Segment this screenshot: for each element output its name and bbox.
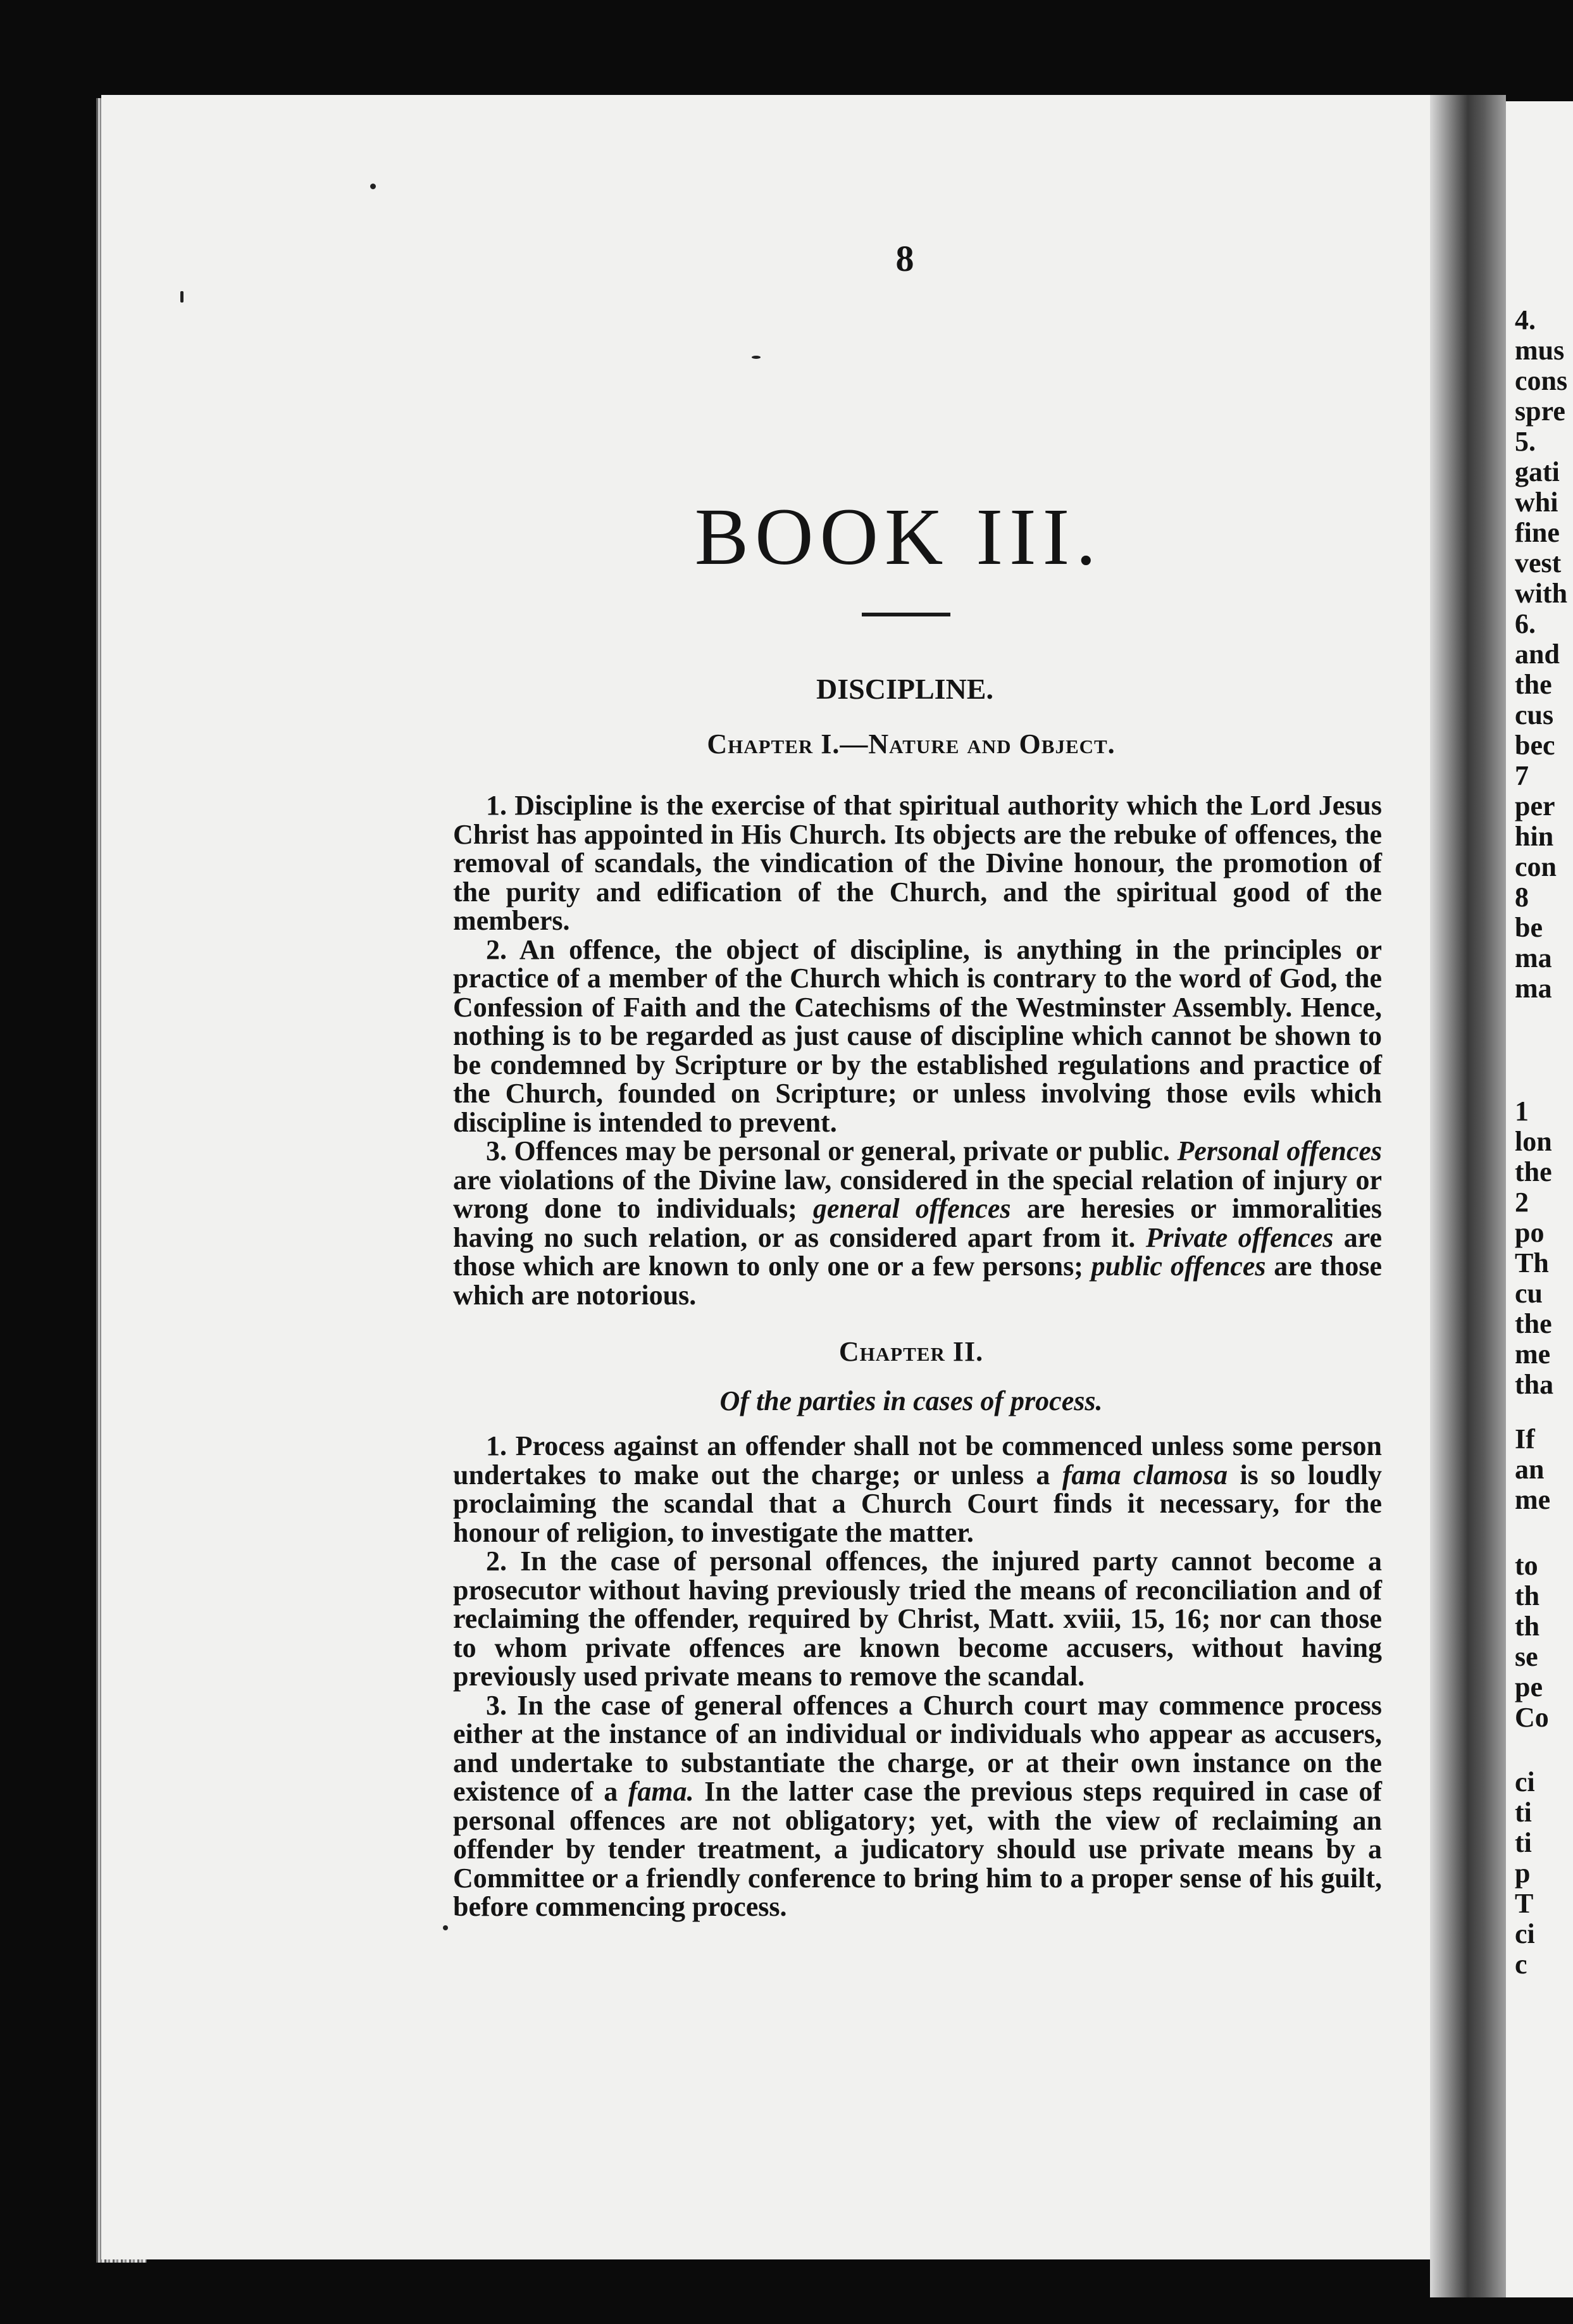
right-frag: 4. xyxy=(1515,304,1536,335)
right-frag: th xyxy=(1515,1580,1540,1611)
right-frag: be xyxy=(1515,912,1543,943)
right-frag: to xyxy=(1515,1550,1538,1581)
right-frag: 7 xyxy=(1515,760,1529,791)
right-frag: lon xyxy=(1515,1126,1552,1157)
right-frag: 5. xyxy=(1515,426,1536,457)
right-frag: me xyxy=(1515,1339,1551,1370)
chapter-2-subtitle: Of the parties in cases of process. xyxy=(719,1385,1103,1416)
right-frag: 2 xyxy=(1515,1187,1529,1218)
right-frag: th xyxy=(1515,1611,1540,1642)
chapter-2-body xyxy=(453,1432,1382,1921)
title-rule xyxy=(862,613,950,616)
right-frag: con xyxy=(1515,851,1557,882)
right-frag: me xyxy=(1515,1484,1551,1515)
right-frag: ci xyxy=(1515,1766,1535,1797)
right-frag: c xyxy=(1515,1949,1527,1980)
right-frag: fine xyxy=(1515,517,1560,548)
right-frag: with xyxy=(1515,578,1568,609)
chapter-1-heading: Chapter I.—Nature and Object. xyxy=(707,728,1116,759)
right-frag: and xyxy=(1515,639,1560,670)
right-frag: tha xyxy=(1515,1369,1554,1400)
right-frag: ti xyxy=(1515,1797,1532,1828)
right-frag: the xyxy=(1515,669,1552,700)
right-frag: cons xyxy=(1515,365,1568,396)
paragraph: 3. In the case of general offences a Church court may commence process either at the instance of an individual or individuals who appear as accusers, and undertake to substantiate the charge, or at their own instance on the existence of a fama. In the latter case the previous steps required in case of personal offences are not obligatory; yet, with the view of reclaiming an offender by tender treatment, a judicatory should use private means by a Committee or a friendly conference to bring him to a proper sense of his guilt, before commencing process. xyxy=(453,1689,1383,1922)
right-page-fragment xyxy=(1506,101,1573,2297)
page-number: 8 xyxy=(895,238,914,279)
right-frag: p xyxy=(1515,1858,1531,1889)
right-frag: bec xyxy=(1515,730,1555,761)
paragraph: 3. Offences may be personal or general, private or public. Personal offences are violations of the Divine law, considered in the special relation of injury or wrong done to individuals; general offences are heresies or immoralities having no such relation, or as considered apart from it. Private offences are those which are known to only one or a few persons; public offences are those which are notorious. xyxy=(453,1135,1383,1311)
right-frag: ci xyxy=(1515,1918,1535,1949)
book-gutter xyxy=(1430,95,1506,2297)
right-frag: se xyxy=(1515,1641,1538,1672)
right-frag: mus xyxy=(1515,335,1565,366)
paragraph: 2. An offence, the object of discipline, is anything in the principles or practice of a member of the Church which is contrary to the word of God, the Confession of Faith and the Catechisms of the Westminster Assembly. Hence, nothing is to be regarded as just cause of discipline which cannot be shown to be condemned by Scripture or by the established regulations and practice of the Church, founded on Scripture; or unless involving those evils which discipline is intended to prevent. xyxy=(453,934,1382,1138)
right-frag: per xyxy=(1515,790,1555,822)
right-frag: gati xyxy=(1515,456,1560,487)
paragraph: 1. Discipline is the exercise of that spiritual authority which the Lord Jesus Christ has appointed in His Church. Its objects are the rebuke of offences, the removal of scandals, the vindication of the Divine honour, the promotion of the purity and edification of the Church, and the spiritual good of the members. xyxy=(453,790,1382,936)
book-title: BOOK III. xyxy=(694,492,1103,582)
right-frag: 8 xyxy=(1515,882,1529,913)
paragraph: 2. In the case of personal offences, the injured party cannot become a prosecutor without having previously tried the means of reconciliation and of reclaiming the offender, required by Christ, Matt. xviii, 15, 16; nor can those to whom private offences are known become accusers, without having previously used private means to remove the scandal. xyxy=(453,1546,1382,1692)
ink-speck xyxy=(752,356,761,359)
chapter-2-heading: Chapter II. xyxy=(838,1336,984,1367)
right-frag: an xyxy=(1515,1454,1545,1485)
right-frag: cus xyxy=(1515,699,1554,730)
right-frag: T xyxy=(1515,1888,1534,1919)
right-frag: hin xyxy=(1515,821,1554,852)
ink-speck xyxy=(180,291,183,303)
chapter-1-body xyxy=(453,791,1382,1309)
section-title: DISCIPLINE. xyxy=(816,673,993,705)
ink-speck xyxy=(443,1925,448,1930)
right-frag: ti xyxy=(1515,1827,1532,1858)
right-frag: Th xyxy=(1515,1247,1549,1278)
paragraph: 1. Process against an offender shall not be commenced unless some person undertakes to make out the charge; or unless a fama clamosa is so loudly proclaiming the scandal that a Church Court finds it necessary, for the honour of religion, to investigate the matter. xyxy=(453,1430,1382,1548)
right-frag: 6. xyxy=(1515,608,1536,639)
right-frag: the xyxy=(1515,1156,1552,1187)
right-frag: pe xyxy=(1515,1671,1543,1702)
ink-speck xyxy=(370,184,376,189)
right-frag: If xyxy=(1515,1423,1535,1454)
right-frag: po xyxy=(1515,1217,1545,1248)
right-frag: ma xyxy=(1515,942,1552,973)
right-frag: 1 xyxy=(1515,1096,1529,1127)
right-frag: vest xyxy=(1515,547,1562,578)
right-frag: whi xyxy=(1515,487,1558,518)
right-frag: ma xyxy=(1515,973,1552,1004)
right-frag: the xyxy=(1515,1308,1552,1339)
right-frag: cu xyxy=(1515,1278,1543,1309)
right-frag: spre xyxy=(1515,396,1565,427)
right-frag: Co xyxy=(1515,1702,1549,1733)
